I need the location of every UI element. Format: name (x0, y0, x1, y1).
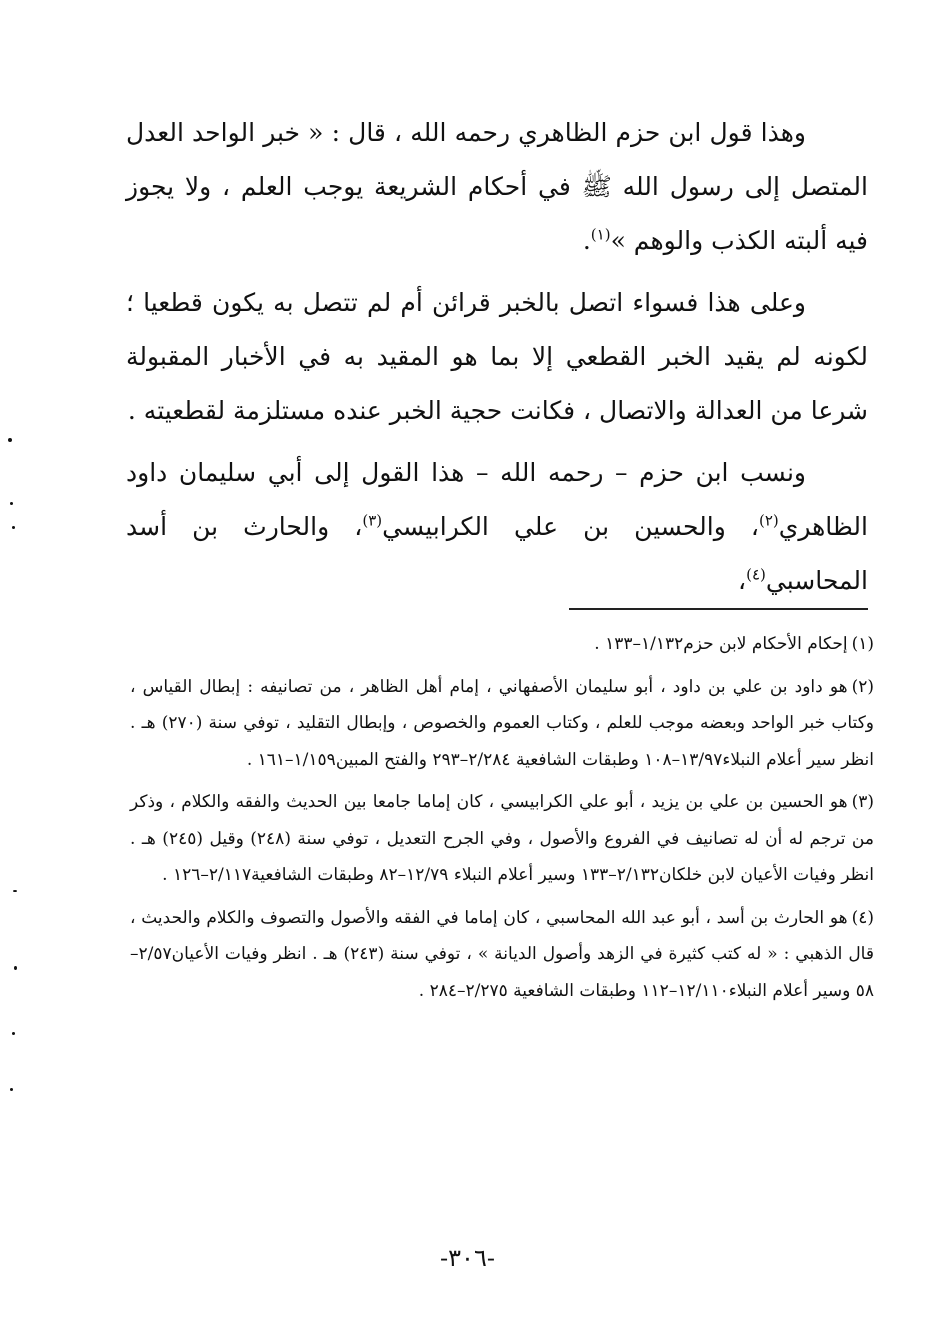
scan-speck (12, 526, 15, 529)
footnote-1 (130, 626, 874, 663)
footnote-text: إحكام الأحكام لابن حزم١/١٣٢–١٣٣ . (594, 634, 848, 654)
footnote-separator (569, 608, 868, 610)
scan-speck (10, 502, 13, 505)
paragraph-3-text-a: ونسب ابن حزم – رحمه الله – هذا القول إلى أبي سليمان داود الظاهري (126, 458, 868, 541)
footnote-number: (٢) (851, 676, 874, 697)
paragraph-1 (126, 106, 868, 268)
footnote-ref-4: (٤) (746, 565, 766, 584)
paragraph-2-text: وعلى هذا فسواء اتصل بالخبر قرائن أم لم تتصل به يكون قطعيا ؛ لكونه لم يقيد الخبر القطعي إلا بما هو المقيد به في الأخبار المقبولة شرعا من العدالة والاتصال ، فكانت حجية الخبر عنده مستلزمة لقطعيته . (126, 288, 868, 425)
footnote-3 (130, 784, 874, 894)
paragraph-3-text-c: ، والحارث بن أسد المحاسبي (126, 512, 868, 595)
footnote-ref-3: (٣) (362, 511, 383, 530)
footnote-number: (٣) (851, 792, 874, 812)
main-text (126, 106, 868, 616)
footnote-4 (130, 900, 874, 1010)
footnote-ref-2: (٢) (758, 511, 779, 530)
scan-speck (10, 1088, 13, 1091)
scan-speck (13, 890, 17, 892)
footnote-2 (130, 669, 874, 779)
footnote-text: هو الحسين بن علي بن يزيد ، أبو علي الكرابيسي ، كان إماما جامعا بين الحديث والفقه والكلام ، وذكر من ترجم له أن له تصانيف في الفروع والأصول ، وفي الجرح التعديل ، توفي سنة (٢٤٨) وقيل (٢٤٥) هـ . انظر وفيات الأعيان لابن خلكان٢/١٣٢–١٣٣ وسير أعلام النبلاء ١٢/٧٩–٨٢ وطبقات الشافعية٢/١١٧–١٢٦ . (130, 792, 874, 885)
paragraph-3-text-b: ، والحسين بن علي الكرابيسي (382, 512, 759, 541)
footnote-ref-1: (١) (590, 225, 611, 244)
footnotes (130, 626, 874, 1015)
footnote-text: هو الحارث بن أسد ، أبو عبد الله المحاسبي ، كان إماما في الفقه والأصول والتصوف والكلام والحديث ، قال الذهبي : « له كتب كثيرة في الزهد وأصول الديانة » ، توفي سنة (٢٤٣) هـ . انظر وفيات الأعيان٢/٥٧–٥٨ وسير أعلام النبلاء١٢/١١٠–١١٢ وطبقات الشافعية ٢/٢٧٥–٢٨٤ . (130, 907, 874, 1001)
paragraph-1-end: . (582, 226, 591, 255)
paragraph-3 (126, 446, 868, 608)
scan-speck (14, 966, 17, 970)
footnote-number: (٤) (851, 907, 874, 928)
paragraph-2 (126, 276, 868, 438)
scan-speck (8, 438, 12, 442)
paragraph-3-text-d: ، (738, 566, 747, 595)
paragraph-1-text: وهذا قول ابن حزم الظاهري رحمه الله ، قال : « خبر الواحد العدل المتصل إلى رسول الله ﷺ في أحكام الشريعة يوجب العلم ، ولا يجوز فيه ألبته الكذب والوهم » (126, 118, 868, 255)
page-number: -٣٠٦- (440, 1244, 495, 1272)
scan-speck (12, 1032, 15, 1035)
footnote-text: هو داود بن علي بن داود ، أبو سليمان الأصفهاني ، إمام أهل الظاهر ، من تصانيفه : إبطال القياس ، وكتاب خبر الواحد وبعضه موجب للعلم ، وكتاب العموم والخصوص ، وإبطال التقليد ، توفي سنة (٢٧٠) هـ . انظر سير أعلام النبلاء١٣/٩٧–١٠٨ وطبقات الشافعية ٢/٢٨٤–٢٩٣ والفتح المبين١/١٥٩–١٦١ . (130, 676, 874, 770)
footnote-number: (١) (851, 634, 874, 654)
